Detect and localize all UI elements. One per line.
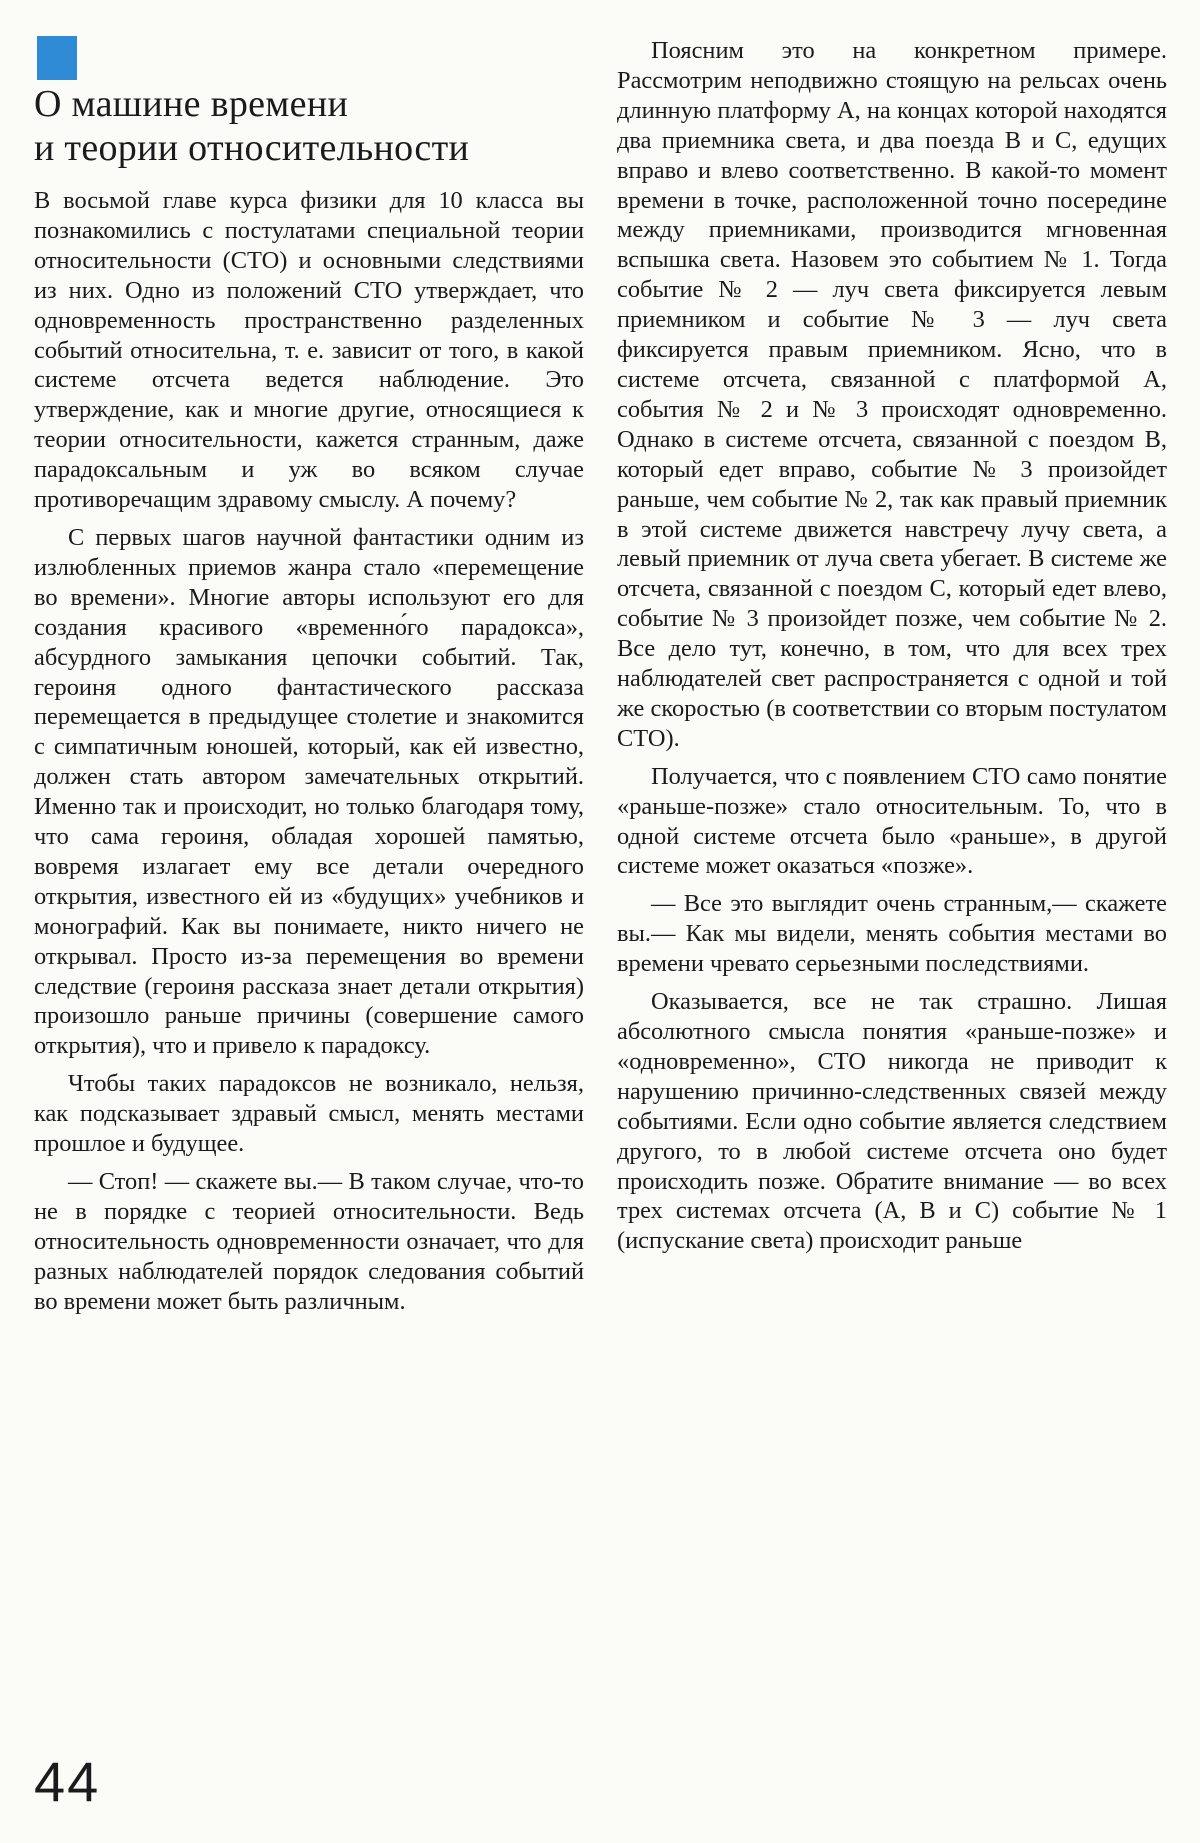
- paragraph: — Стоп! — скажете вы.— В таком случае, что-то не в порядке с теорией относительности. Ведь относительность одновременности означает, что для разных наблюдателей порядок следования событий во времени может быть различным.: [34, 1168, 584, 1315]
- paragraph: Чтобы таких парадоксов не возникало, нельзя, как подсказывает здравый смысл, менять местами прошлое и будущее.: [34, 1070, 584, 1158]
- paragraph: С первых шагов научной фантастики одним из излюбленных приемов жанра стало «перемещение во времени». Многие авторы используют его для создания красивого «временно́го парадокса», абсурдного замыкания цепочки событий. Так, героиня одного фантастического рассказа перемещается в предыдущее столетие и знакомится с симпатичным юношей, который, как ей известно, должен стать автором замечательных открытий. Именно так и происходит, но только благодаря тому, что сама героиня, обладая хорошей памятью, вовремя излагает ему все детали очередного открытия, известного ей из «будущих» учебников и монографий. Как вы понимаете, никто ничего не открывал. Просто из-за перемещения во времени следствие (героиня рассказа знает детали открытия) произошло раньше причины (совершение самого открытия), что и привело к парадоксу.: [34, 523, 584, 1060]
- paragraph: Поясним это на конкретном примере. Рассмотрим неподвижно стоящую на рельсах очень длинную платформу А, на концах которой находятся два приемника света, и два поезда В и С, едущих вправо и влево соответственно. В какой-то момент времени в точке, расположенной точно посередине между приемниками, производится мгновенная вспышка света. Назовем это событием № 1. Тогда событие № 2 — луч света фиксируется левым приемником и событие № 3 — луч света фиксируется правым приемником. Ясно, что в системе отсчета, связанной с платформой А, события № 2 и № 3 происходят одновременно. Однако в системе отсчета, связанной с поездом В, который едет вправо, событие № 3 произойдет раньше, чем событие № 2, так как правый приемник в этой системе движется навстречу лучу света, а левый приемник от луча света убегает. В системе же отсчета, связанной с поездом С, который едет влево, событие № 3 произойдет позже, чем событие № 2. Все дело тут, конечно, в том, что для всех трех наблюдателей свет распространяется с одной и той же скоростью (в соответствии со вторым постулатом СТО).: [617, 37, 1167, 752]
- right-column: [617, 36, 1167, 1264]
- title-line-2: и теории относительности: [34, 127, 470, 169]
- paragraph: В восьмой главе курса физики для 10 класса вы познакомились с постулатами специальной теории относительности (СТО) и основными следствиями из них. Одно из положений СТО утверждает, что одновременность пространственно разделенных событий относительна, т. е. зависит от того, в какой системе отсчета ведется наблюдение. Это утверждение, как и многие другие, относящиеся к теории относительности, кажется странным, даже парадоксальным и уж во всяком случае противоречащим здравому смыслу. А почему?: [34, 187, 584, 514]
- paragraph: Оказывается, все не так страшно. Лишая абсолютного смысла понятия «раньше-позже» и «одновременно», СТО никогда не приводит к нарушению причинно-следственных связей между событиями. Если одно событие является следствием другого, то в любой системе отсчета оно будет происходить позже. Обратите внимание — во всех трех системах отсчета (А, В и С) событие № 1 (испускание света) происходит раньше: [617, 988, 1167, 1255]
- article-title: [34, 82, 604, 170]
- left-column: [34, 186, 584, 1325]
- page-number: 44: [34, 1750, 101, 1813]
- paragraph: — Все это выглядит очень странным,— скажете вы.— Как мы видели, менять события местами во времени чревато серьезными последствиями.: [617, 890, 1167, 978]
- title-line-1: О машине времени: [34, 83, 349, 125]
- section-marker: [37, 36, 77, 80]
- paragraph: Получается, что с появлением СТО само понятие «раньше-позже» стало относительным. То, что в одной системе отсчета было «раньше», в другой системе может оказаться «позже».: [617, 762, 1167, 880]
